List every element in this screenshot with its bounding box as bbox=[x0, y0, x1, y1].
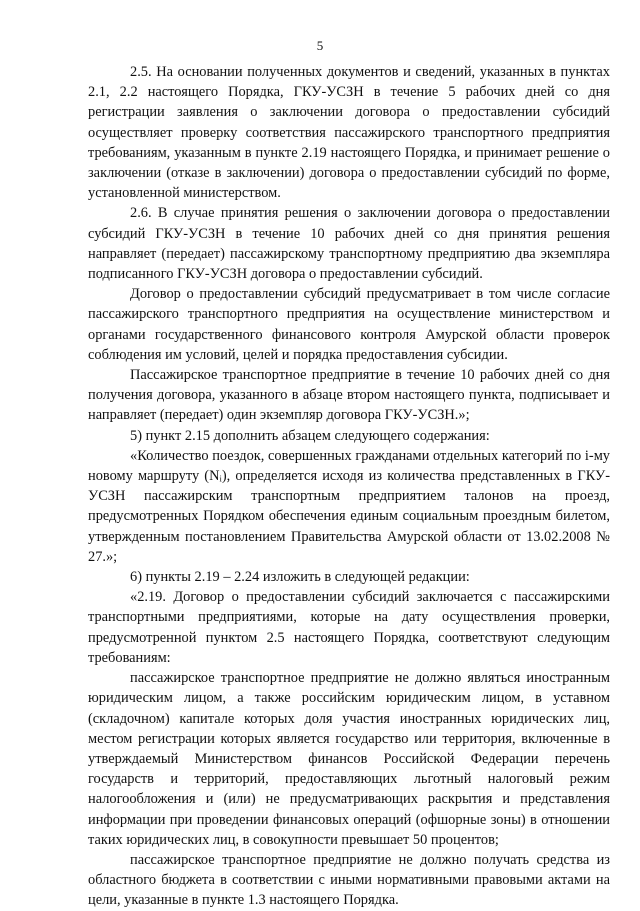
paragraph-2-19: «2.19. Договор о предоставлении субсидий заключается с пассажирскими транспортными предприятиями, которые на дату осуществления проверки, предусмотренной пунктом 2.5 настоящего Порядка, соответствуют следующим требованиям: bbox=[88, 589, 610, 666]
page-number: 5 bbox=[316, 38, 324, 53]
paragraph-contract-signing: Пассажирское транспортное предприятие в течение 10 рабочих дней со дня получения договора, указанного в абзаце втором настоящего пункта, подписывает и направляет (передает) один экземпляр договора ГКУ-УСЗН.»; bbox=[88, 367, 610, 424]
paragraph-2-15-addition: «Количество поездок, совершенных гражданами отдельных категорий по i-му новому маршруту (Nᵢ), определяется исходя из количества представленных в ГКУ-УСЗН пассажирским транспортным предприятием талонов на проезд, предусмотренных Порядком обеспечения единым социальным проездным билетом, утвержденным постановлением Правительства Амурской области от 13.02.2008 № 27.»; bbox=[88, 447, 610, 565]
paragraph-item-5: 5) пункт 2.15 дополнить абзацем следующего содержания: bbox=[130, 427, 490, 444]
paragraph-foreign-entity-requirement: пассажирское транспортное предприятие не должно являться иностранным юридическим лицом, а также российским юридическим лицом, в уставном (складочном) капитале которых доля участия иностранных юридических лиц, местом регистрации которых является государство или территория, включенные в утверждаемый Министерством финансов Российской Федерации перечень государств и территорий, предоставляющих льготный налоговый режим налогообложения и (или) не предусматривающих раскрытия и представления информации при проведении финансовых операций (офшорные зоны) в отношении таких юридических лиц, в совокупности превышает 50 процентов; bbox=[88, 670, 610, 848]
paragraph-2-5: 2.5. На основании полученных документов и сведений, указанных в пунктах 2.1, 2.2 настоящего Порядка, ГКУ-УСЗН в течение 5 рабочих дней со дня регистрации заявления о заключении договора о предоставлении субсидий осуществляет проверку соответствия пассажирского транспортного предприятия требованиям, указанным в пункте 2.19 настоящего Порядка, и принимает решение о заключении (отказе в заключении) договора о предоставлении субсидий по форме, установленной министерством. bbox=[88, 64, 610, 202]
paragraph-budget-requirement: пассажирское транспортное предприятие не должно получать средства из областного бюджета в соответствии с иными нормативными правовыми актами на цели, указанные в пункте 1.3 настоящего Порядка. bbox=[88, 851, 610, 909]
paragraph-item-6: 6) пункты 2.19 – 2.24 изложить в следующей редакции: bbox=[130, 569, 470, 586]
paragraph-2-6: 2.6. В случае принятия решения о заключении договора о предоставлении субсидий ГКУ-УСЗН в течение 10 рабочих дней со дня принятия решения направляет (передает) пассажирскому транспортному предприятию два экземпляра подписанного ГКУ-УСЗН договора о предоставлении субсидий. bbox=[88, 205, 610, 283]
document-body bbox=[88, 62, 610, 911]
paragraph-contract-terms: Договор о предоставлении субсидий предусматривает в том числе согласие пассажирского транспортного предприятия на осуществление министерством и органами государственного финансового контроля Амурской области проверок соблюдения им условий, целей и порядка предоставления субсидии. bbox=[88, 286, 610, 363]
